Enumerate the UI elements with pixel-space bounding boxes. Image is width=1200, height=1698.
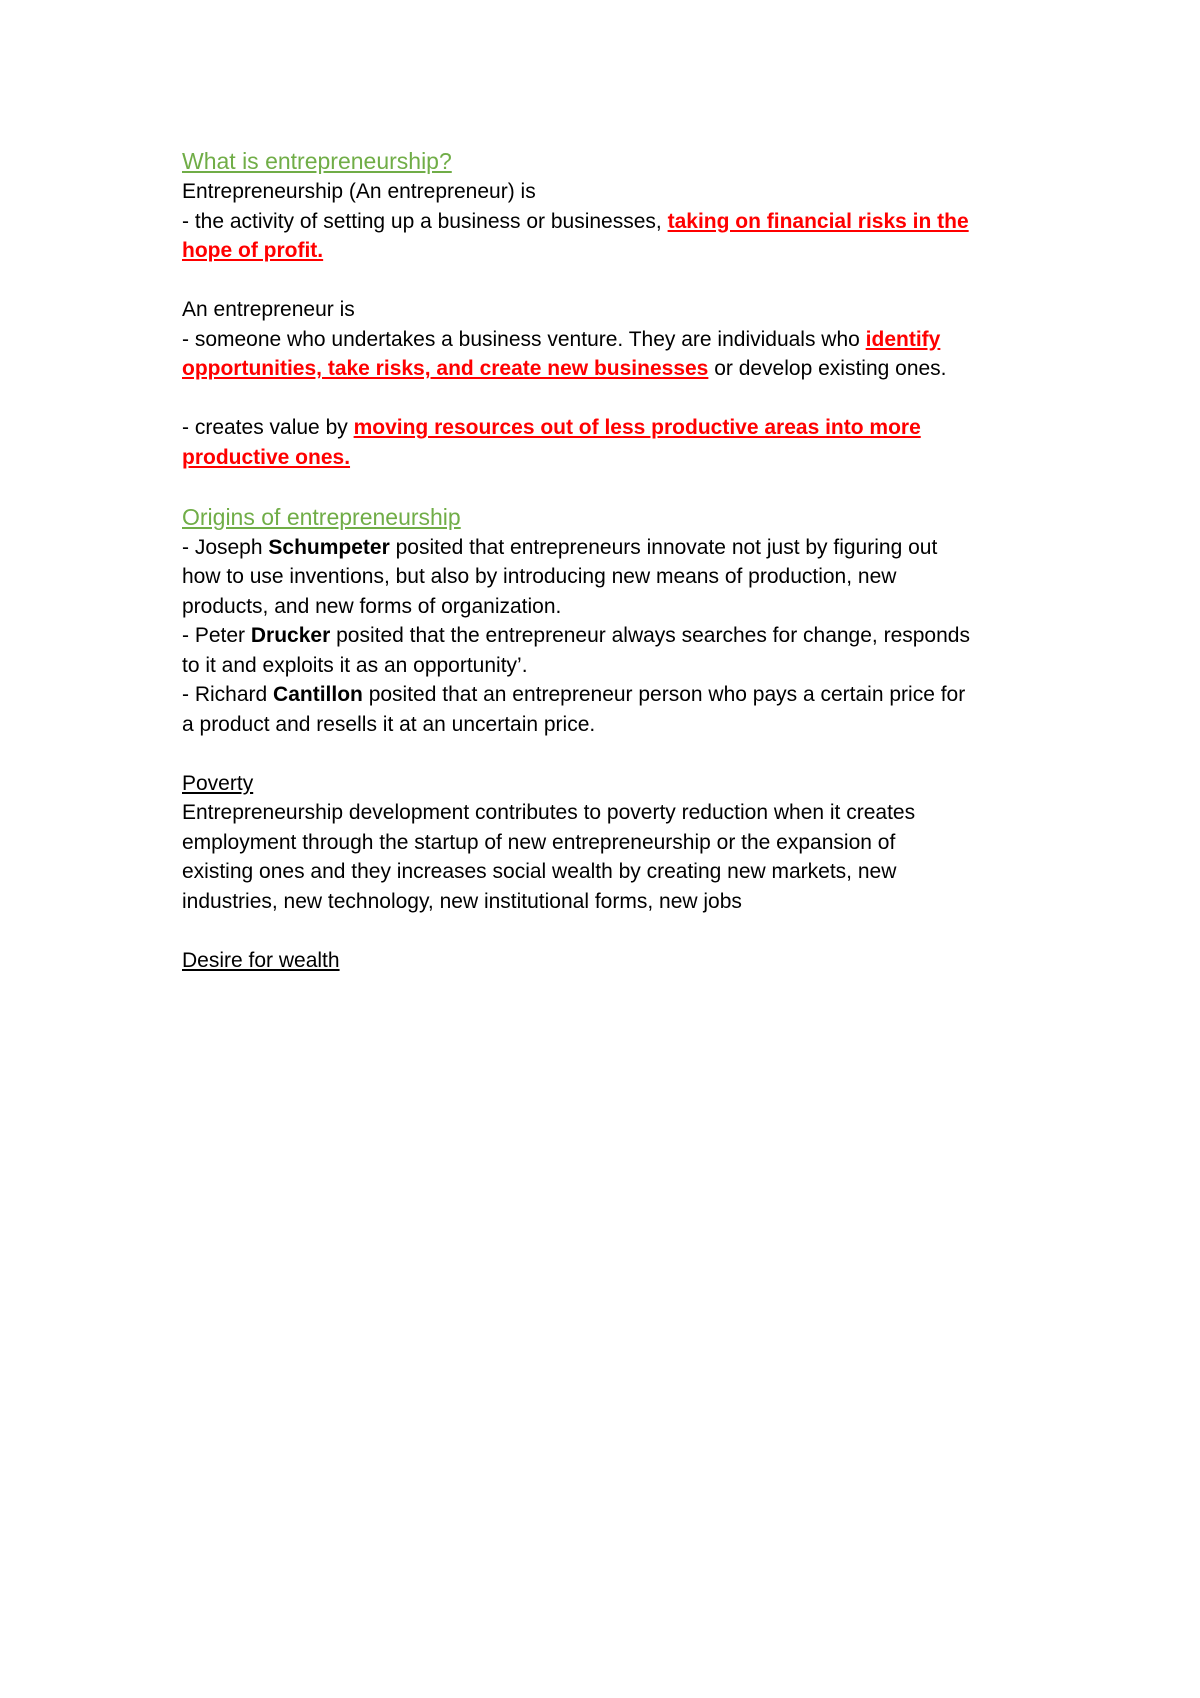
heading-poverty: Poverty	[182, 771, 254, 795]
entrepreneur-prefix: - someone who undertakes a business venture. They are individuals who	[182, 327, 866, 351]
cantillon-name: Cantillon	[273, 683, 363, 706]
definition-emphasis-2: hope of profit.	[182, 239, 324, 262]
schumpeter-name: Schumpeter	[268, 535, 390, 559]
poverty-line-1: Entrepreneurship development contributes to poverty reduction when it creates	[182, 801, 916, 824]
value-prefix: - creates value by	[182, 416, 354, 439]
spacer	[182, 266, 1032, 296]
cantillon-line-1	[182, 680, 1032, 710]
document-page	[182, 146, 1032, 975]
drucker-line-1	[182, 621, 1032, 651]
heading-origins-of-entrepreneurship: Origins of entrepreneurship	[182, 503, 461, 530]
drucker-suffix: posited that the entrepreneur always searches for change, responds	[330, 624, 970, 647]
drucker-prefix: - Peter	[182, 624, 251, 647]
schumpeter-line-1	[182, 533, 1032, 563]
spacer	[182, 384, 1032, 414]
drucker-line-2: to it and exploits it as an opportunity’.	[182, 653, 528, 677]
entrepreneur-emphasis-2: opportunities, take risks, and create new businesses	[182, 357, 709, 380]
poverty-line-2: employment through the startup of new entrepreneurship or the expansion of	[182, 830, 896, 854]
schumpeter-suffix: posited that entrepreneurs innovate not just by figuring out	[389, 535, 938, 559]
value-line-2	[182, 443, 1032, 473]
poverty-line-4: industries, new technology, new institutional forms, new jobs	[182, 889, 742, 913]
poverty-line-3: existing ones and they increases social wealth by creating new markets, new	[182, 860, 897, 883]
cantillon-line-2: a product and resells it at an uncertain price.	[182, 712, 596, 736]
entrepreneurship-definition-line-2	[182, 236, 1032, 266]
schumpeter-prefix: - Joseph	[182, 535, 269, 559]
schumpeter-line-2: how to use inventions, but also by introducing new means of production, new	[182, 565, 897, 588]
entrepreneur-definition-line-2	[182, 354, 1032, 384]
value-emphasis-2: productive ones.	[182, 445, 351, 469]
heading-what-is-entrepreneurship: What is entrepreneurship?	[182, 148, 452, 174]
value-line-1	[182, 413, 1032, 443]
schumpeter-line-3: products, and new forms of organization.	[182, 594, 562, 618]
entrepreneurship-intro: Entrepreneurship (An entrepreneur) is	[182, 180, 536, 203]
spacer	[182, 916, 1032, 946]
heading-desire-for-wealth: Desire for wealth	[182, 948, 340, 972]
spacer	[182, 739, 1032, 769]
definition-emphasis-1: taking on financial risks in the	[667, 209, 969, 233]
cantillon-suffix: posited that an entrepreneur person who pays a certain price for	[362, 683, 966, 706]
value-emphasis-1: moving resources out of less productive areas into more	[353, 416, 921, 439]
definition-prefix: - the activity of setting up a business or businesses,	[182, 209, 668, 233]
spacer	[182, 472, 1032, 502]
drucker-name: Drucker	[250, 624, 331, 647]
entrepreneur-intro: An entrepreneur is	[182, 298, 355, 321]
cantillon-prefix: - Richard	[182, 683, 274, 706]
entrepreneur-suffix: or develop existing ones.	[708, 357, 947, 380]
entrepreneurship-definition-line-1	[182, 207, 1032, 237]
entrepreneur-emphasis-1: identify	[865, 327, 941, 351]
entrepreneur-definition-line-1	[182, 325, 1032, 355]
